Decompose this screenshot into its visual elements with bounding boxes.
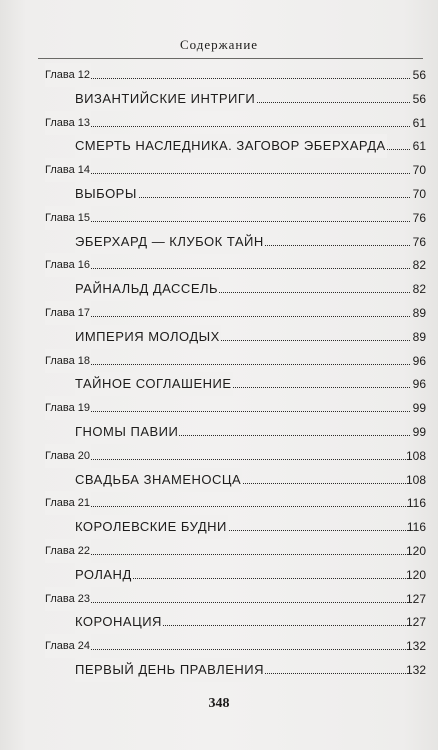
toc-chapter-row: [0, 396, 438, 420]
dot-leader: [45, 316, 410, 317]
chapter-title: ЭБЕРХАРД — КЛУБОК ТАЙН: [75, 230, 265, 254]
toc-title-row: [0, 87, 438, 111]
page-ref: 70: [412, 163, 426, 178]
page-ref: 108: [405, 448, 426, 463]
chapter-label: Глава 23: [45, 587, 91, 611]
chapter-title: РАЙНАЛЬД ДАССЕЛЬ: [75, 277, 219, 301]
page-ref: 89: [412, 329, 426, 344]
toc-chapter-row: [0, 158, 438, 182]
chapter-label: Глава 13: [45, 111, 91, 135]
chapter-label: Глава 18: [45, 349, 91, 373]
toc-title-row: [0, 515, 438, 539]
chapter-title: ВИЗАНТИЙСКИЕ ИНТРИГИ: [75, 87, 256, 111]
page-ref: 76: [412, 234, 426, 249]
page-ref: 61: [412, 115, 426, 130]
page-ref: 127: [405, 591, 426, 606]
toc-title-row: [0, 182, 438, 206]
dot-leader: [45, 173, 410, 174]
dot-leader: [45, 649, 410, 650]
chapter-label: Глава 19: [45, 396, 91, 420]
chapter-label: Глава 12: [45, 63, 91, 87]
toc-title-row: [0, 658, 438, 682]
page-ref: 89: [412, 306, 426, 320]
chapter-title: ИМПЕРИЯ МОЛОДЫХ: [75, 325, 221, 349]
page-ref: 132: [405, 663, 426, 677]
dot-leader: [45, 459, 410, 460]
toc-chapter-row: [0, 539, 438, 563]
chapter-title: СМЕРТЬ НАСЛЕДНИКА. ЗАГОВОР ЭБЕРХАРДА: [75, 134, 387, 158]
toc-title-row: [0, 468, 438, 492]
toc-chapter-row: [0, 634, 438, 658]
toc-title-row: [0, 325, 438, 349]
page-ref: 120: [405, 544, 426, 558]
page-number: 348: [208, 696, 230, 711]
page-ref: 96: [412, 353, 426, 368]
chapter-title: ПЕРВЫЙ ДЕНЬ ПРАВЛЕНИЯ: [75, 658, 265, 682]
chapter-title: ВЫБОРЫ: [75, 182, 138, 206]
chapter-title: ГНОМЫ ПАВИИ: [75, 420, 179, 444]
chapter-label: Глава 16: [45, 253, 91, 277]
page-ref: 82: [412, 258, 426, 273]
page-ref: 108: [405, 472, 426, 487]
toc-title-row: [0, 134, 438, 158]
toc-title-row: [0, 563, 438, 587]
chapter-title: РОЛАНД: [75, 563, 133, 587]
chapter-title: СВАДЬБА ЗНАМЕНОСЦА: [75, 468, 242, 492]
dot-leader: [45, 268, 410, 269]
dot-leader: [45, 78, 410, 79]
dot-leader: [45, 221, 410, 222]
toc-chapter-row: [0, 587, 438, 611]
toc-chapter-row: [0, 111, 438, 135]
toc-chapter-row: [0, 444, 438, 468]
page-ref: 116: [406, 520, 426, 535]
chapter-label: Глава 14: [45, 158, 91, 182]
chapter-label: Глава 17: [45, 301, 91, 325]
page-ref: 99: [412, 425, 426, 439]
chapter-title: КОРОЛЕВСКИЕ БУДНИ: [75, 515, 228, 539]
page-ref: 132: [405, 639, 426, 654]
toc-chapter-row: [0, 301, 438, 325]
chapter-title: КОРОНАЦИЯ: [75, 610, 163, 634]
page-ref: 120: [405, 567, 426, 582]
page-ref: 56: [412, 91, 426, 106]
dot-leader: [45, 602, 410, 603]
page-ref: 56: [412, 68, 426, 82]
chapter-label: Глава 15: [45, 206, 91, 230]
dot-leader: [45, 411, 410, 412]
toc-title-row: [0, 277, 438, 301]
toc-chapter-row: [0, 491, 438, 515]
header-rule: [38, 58, 423, 59]
chapter-label: Глава 20: [45, 444, 91, 468]
toc-chapter-row: [0, 253, 438, 277]
page-ref: 70: [412, 187, 426, 201]
toc-chapter-row: [0, 206, 438, 230]
running-header: Содержание: [179, 37, 259, 52]
chapter-label: Глава 24: [45, 634, 91, 658]
toc-title-row: [0, 610, 438, 634]
toc-title-row: [0, 230, 438, 254]
page-ref: 82: [412, 282, 426, 297]
page-ref: 96: [412, 377, 426, 392]
dot-leader: [45, 554, 410, 555]
chapter-label: Глава 21: [45, 491, 91, 515]
toc-title-row: [0, 372, 438, 396]
page-ref: 76: [412, 210, 426, 225]
page-ref: 116: [406, 496, 426, 511]
chapter-label: Глава 22: [45, 539, 91, 563]
toc-title-row: [0, 420, 438, 444]
dot-leader: [45, 126, 410, 127]
toc-chapter-row: [0, 349, 438, 373]
toc-chapter-row: [0, 63, 438, 87]
dot-leader: [45, 506, 410, 507]
page-ref: 61: [412, 139, 426, 154]
dot-leader: [45, 364, 410, 365]
page-ref: 99: [412, 401, 426, 416]
page-ref: 127: [405, 615, 426, 630]
chapter-title: ТАЙНОЕ СОГЛАШЕНИЕ: [75, 372, 233, 396]
